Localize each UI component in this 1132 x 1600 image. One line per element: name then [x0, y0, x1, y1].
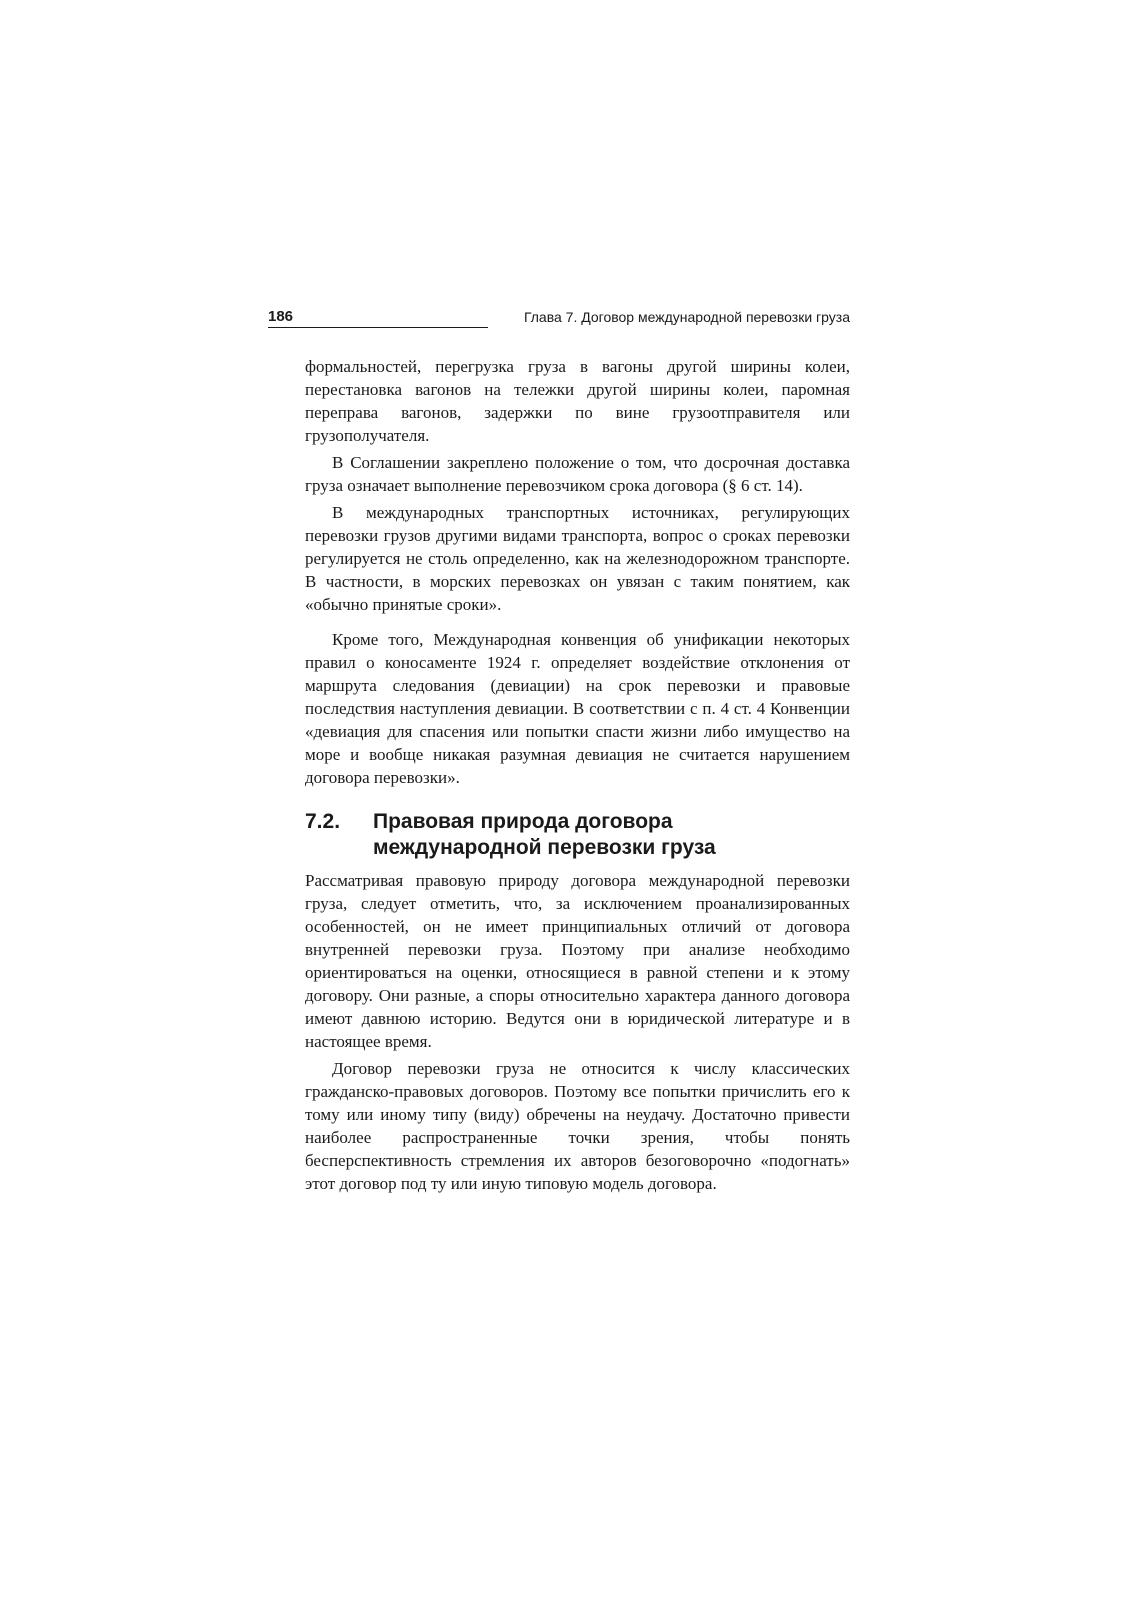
paragraph: Договор перевозки груза не относится к числу классических гражданско-правовых договоров. Поэтому все попытки причислить его к тому или иному типу (виду) обречены на неудачу. Достаточно привести наиболее распространенные точки зрения, чтобы понять бесперспективность стремления их авторов безоговорочно «подогнать» этот договор под ту или иную типовую модель договора. [305, 1059, 850, 1193]
section-title: Правовая природа договора международной перевозки груза [373, 810, 716, 859]
header-rule [268, 327, 488, 328]
paragraph: В международных транспортных источниках, регулирующих перевозки грузов другими видами транспорта, вопрос о сроках перевозки регулируется не столь определенно, как на железнодорожном транспорте. В частности, в морских перевозках он увязан с таким понятием, как «обычно принятые сроки». [305, 503, 850, 614]
body-text [305, 355, 850, 1195]
section-heading [305, 809, 850, 861]
page-number: 186 [268, 308, 294, 325]
paragraph: Рассматривая правовую природу договора международной перевозки груза, следует отметить, что, за исключением проанализированных особенностей, он не имеет принципиальных отличий от договора внутренней перевозки груза. Поэтому при анализе необходимо ориентироваться на оценки, относящиеся в равной степени и к этому договору. Они разные, а споры относительно характера данного договора имеют давнюю историю. Ведутся они в юридической литературе и в настоящее время. [305, 871, 850, 1051]
chapter-title: Глава 7. Договор международной перевозки груза [523, 309, 850, 325]
paragraph: В Соглашении закреплено положение о том, что досрочная доставка груза означает выполнение перевозчиком срока договора (§ 6 ст. 14). [305, 453, 850, 495]
running-head [268, 308, 850, 330]
paragraph: формальностей, перегрузка груза в вагоны другой ширины колеи, перестановка вагонов на тележки другой ширины колеи, паромная переправа вагонов, задержки по вине грузоотправителя или грузополучателя. [305, 357, 850, 445]
paragraph: Кроме того, Международная конвенция об унификации некоторых правил о коносаменте 1924 г. определяет воздействие отклонения от маршрута следования (девиации) на срок перевозки и правовые последствия наступления девиации. В соответствии с п. 4 ст. 4 Конвенции «девиация для спасения или попытки спасти жизни либо имущество на море и вообще никакая разумная девиация не считается нарушением договора перевозки». [305, 630, 850, 787]
section-number: 7.2. [305, 810, 341, 833]
